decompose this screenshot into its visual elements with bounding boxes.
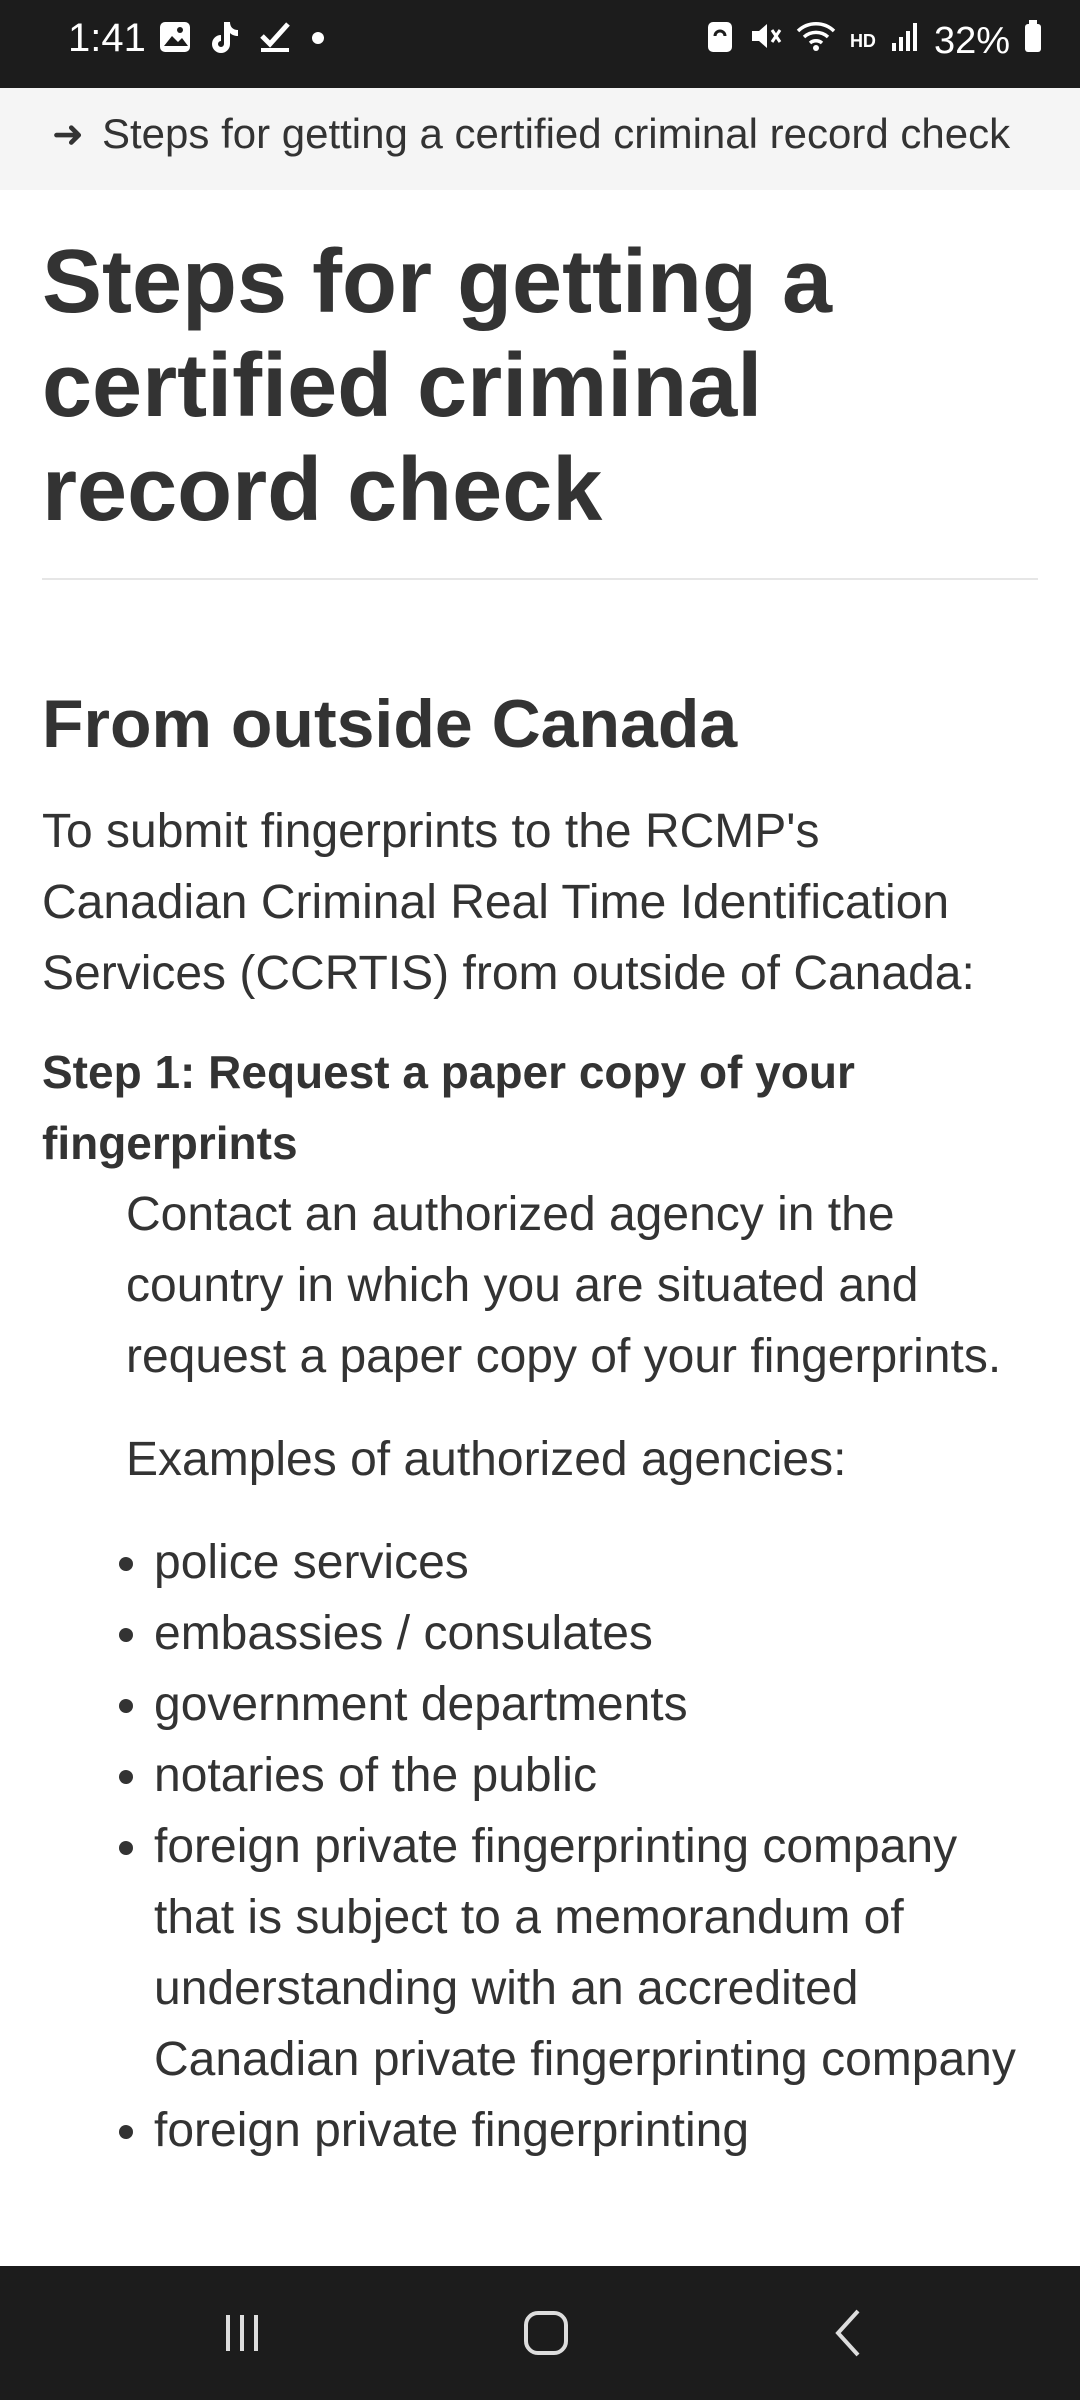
page-title: Steps for getting a certified criminal record check (42, 232, 833, 540)
breadcrumb[interactable] (0, 88, 1080, 190)
list-item: • notaries of the public (154, 1740, 1038, 1811)
list-item: • embassies / consulates (154, 1598, 1038, 1669)
step-1-body (126, 1179, 1038, 1495)
arrow-right-icon: ➜ (52, 114, 84, 156)
dot-icon (310, 20, 326, 63)
checkmark-icon (258, 20, 292, 63)
home-icon (520, 2307, 572, 2359)
breadcrumb-link[interactable]: Steps for getting a certified criminal record check (102, 110, 1011, 157)
main-content (42, 190, 1038, 2166)
step-1-title: Step 1: Request a paper copy of your fingerprints (42, 1046, 855, 1169)
battery-icon (1024, 19, 1042, 62)
agencies-list (42, 1527, 1038, 2166)
back-icon (826, 2307, 874, 2359)
tiktok-icon (210, 20, 240, 63)
list-item: • government departments (154, 1669, 1038, 1740)
list-item: • foreign private fingerprinting (154, 2095, 1038, 2166)
recent-apps-icon (218, 2309, 266, 2357)
divider (42, 578, 1038, 580)
wifi-icon (796, 19, 836, 62)
hd-badge: HD (849, 30, 876, 51)
gallery-icon (158, 20, 192, 63)
section-heading: From outside Canada (42, 686, 738, 762)
status-time: 1:41 (68, 16, 146, 60)
step-1-description: Contact an authorized agency in the country in which you are situated and request a paper copy of your fingerprints. (126, 1188, 1002, 1383)
list-item: • police services (154, 1527, 1038, 1598)
system-icons (706, 18, 1042, 63)
home-button[interactable] (486, 2266, 606, 2400)
battery-saver-icon (706, 18, 734, 63)
examples-label: Examples of authorized agencies: (126, 1433, 847, 1486)
back-button[interactable] (790, 2266, 910, 2400)
navigation-bar (0, 2266, 1080, 2400)
recent-apps-button[interactable] (182, 2266, 302, 2400)
battery-percent: 32% (933, 19, 1010, 62)
mute-icon (748, 19, 782, 62)
status-bar (0, 0, 1080, 88)
list-item: • foreign private fingerprinting company that is subject to a memorandum of understanding with an accredited Canadian private fingerprinting company (154, 1811, 1038, 2095)
signal-icon (890, 19, 920, 62)
intro-paragraph: To submit fingerprints to the RCMP's Canadian Criminal Real Time Identification Services (CCRTIS) from outside of Canada: (42, 805, 975, 1000)
notification-icons (158, 20, 326, 63)
